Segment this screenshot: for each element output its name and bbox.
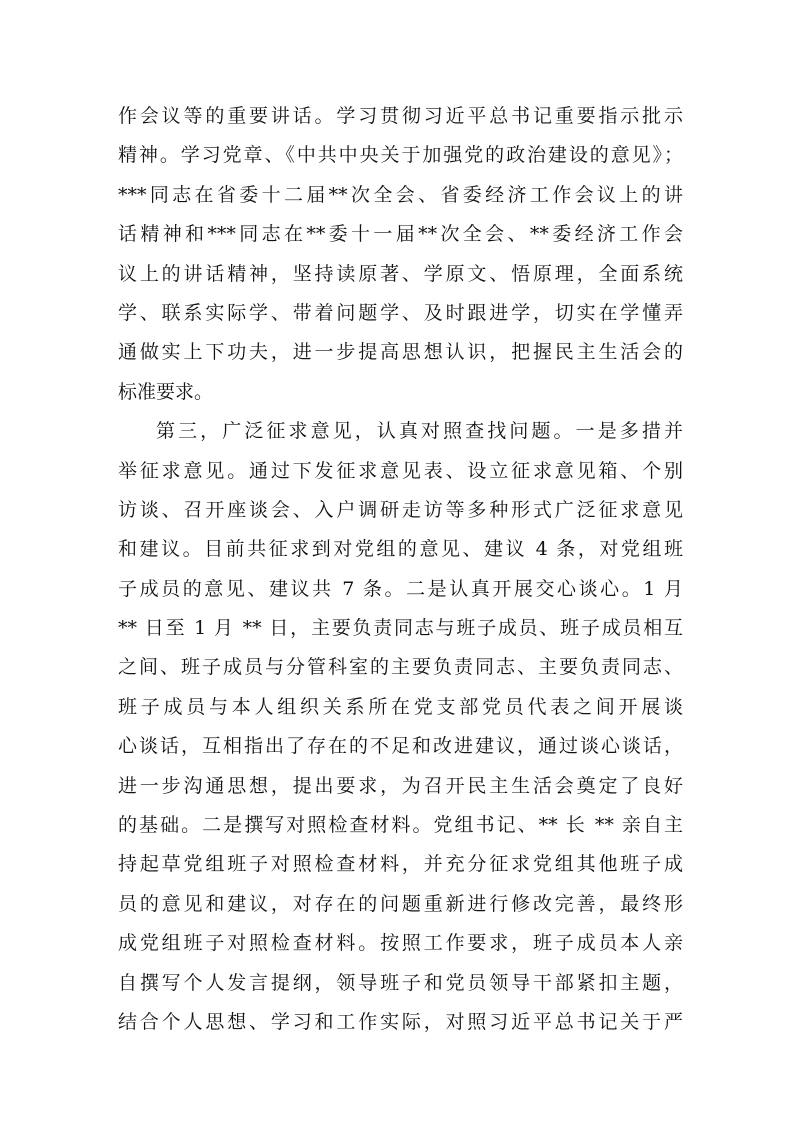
- text-line: 员的意见和建议，对存在的问题重新进行修改完善，最终形: [118, 892, 683, 915]
- text-line: ** 日至 1 月 ** 日，主要负责同志与班子成员、班子成员相互: [118, 617, 683, 640]
- text-line: 持起草党组班子对照检查材料，并充分征求党组其他班子成: [118, 853, 683, 876]
- text-line: 话精神和***同志在**委十一届**次全会、**委经济工作会: [118, 223, 683, 246]
- text-line: 结合个人思想、学习和工作实际，对照习近平总书记关于严: [118, 1010, 683, 1033]
- text-line: 举征求意见。通过下发征求意见表、设立征求意见箱、个别: [118, 459, 683, 482]
- text-line: 议上的讲话精神，坚持读原著、学原文、悟原理，全面系统: [118, 262, 683, 285]
- body-text: [118, 97, 683, 1042]
- text-line: 班子成员与本人组织关系所在党支部党员代表之间开展谈: [118, 695, 683, 718]
- text-line: 访谈、召开座谈会、入户调研走访等多种形式广泛征求意见: [118, 498, 683, 521]
- text-line: 的基础。二是撰写对照检查材料。党组书记、** 长 ** 亲自主: [118, 814, 683, 837]
- text-line: ***同志在省委十二届**次全会、省委经济工作会议上的讲: [118, 183, 683, 206]
- text-line: 子成员的意见、建议共 7 条。二是认真开展交心谈心。1 月: [118, 577, 683, 600]
- text-line: 心谈话，互相指出了存在的不足和改进建议，通过谈心谈话，: [118, 735, 683, 758]
- text-line: 和建议。目前共征求到对党组的意见、建议 4 条，对党组班: [118, 538, 683, 561]
- text-line: 进一步沟通思想，提出要求，为召开民主生活会奠定了良好: [118, 774, 683, 797]
- text-line: 通做实上下功夫，进一步提高思想认识，把握民主生活会的: [118, 341, 683, 364]
- paragraph-end-line: 标准要求。: [118, 380, 214, 403]
- paragraph-start-line: 第三，广泛征求意见，认真对照查找问题。一是多措并: [156, 420, 683, 443]
- text-line: 精神。学习党章、《中共中央关于加强党的政治建设的意见》；: [118, 144, 683, 167]
- text-line: 学、联系实际学、带着问题学、及时跟进学，切实在学懂弄: [118, 301, 683, 324]
- text-line: 自撰写个人发言提纲，领导班子和党员领导干部紧扣主题，: [118, 971, 683, 994]
- text-line: 作会议等的重要讲话。学习贯彻习近平总书记重要指示批示: [118, 105, 683, 127]
- text-line: 之间、班子成员与分管科室的主要负责同志、主要负责同志、: [118, 656, 683, 679]
- text-line: 成党组班子对照检查材料。按照工作要求，班子成员本人亲: [118, 932, 683, 955]
